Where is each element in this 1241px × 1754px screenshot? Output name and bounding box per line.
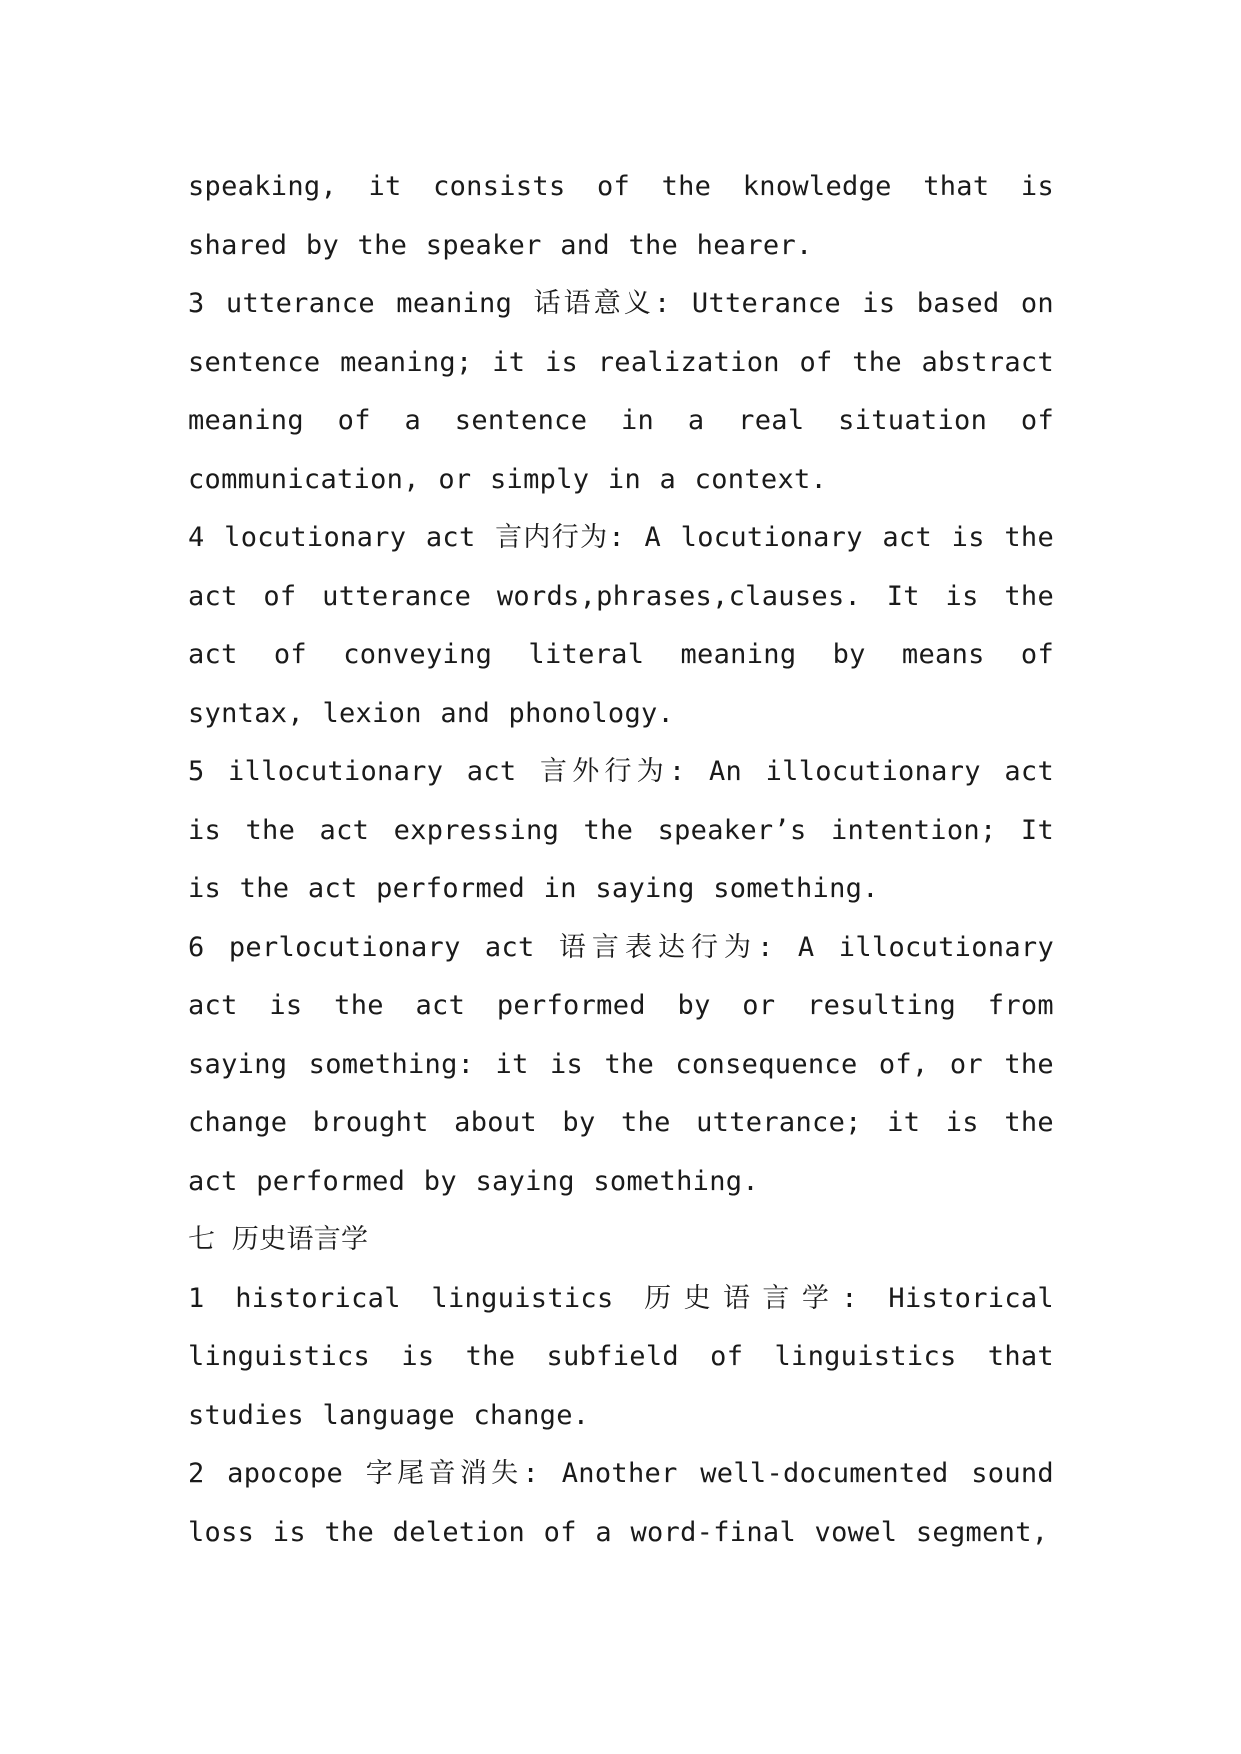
- paragraph-locutionary-act: 4 locutionary act 言内行为: A locutionary act is the act of utterance words,phrases,clauses. It is the act of conveying literal meaning by means of syntax, lexion and phonology.: [188, 522, 1054, 729]
- paragraph-illocutionary-act: 5 illocutionary act 言外行为: An illocutionary act is the act expressing the speaker’s intention; It is the act performed in saying something.: [188, 756, 1054, 904]
- paragraph-utterance-meaning: 3 utterance meaning 话语意义: Utterance is based on sentence meaning; it is realization of the abstract meaning of a sentence in a real situation of communication, or simply in a context.: [188, 288, 1054, 495]
- paragraph-historical-linguistics: 1 historical linguistics 历史语言学: Historical linguistics is the subfield of linguistics that studies language change.: [188, 1282, 1054, 1431]
- paragraph-apocope: 2 apocope 字尾音消失: Another well-documented sound loss is the deletion of a word-final vowel segment,: [188, 1458, 1054, 1548]
- paragraph-shared-knowledge: speaking, it consists of the knowledge that is shared by the speaker and the hearer.: [188, 171, 1054, 261]
- section-heading-historical-linguistics: 七 历史语言学: [188, 1224, 369, 1255]
- document-body: [188, 158, 1054, 1562]
- paragraph-perlocutionary-act: 6 perlocutionary act 语言表达行为: A illocutionary act is the act performed by or resulting from saying something: it is the consequence of, or the change brought about by the utterance; it is the act performed by saying something.: [188, 931, 1054, 1197]
